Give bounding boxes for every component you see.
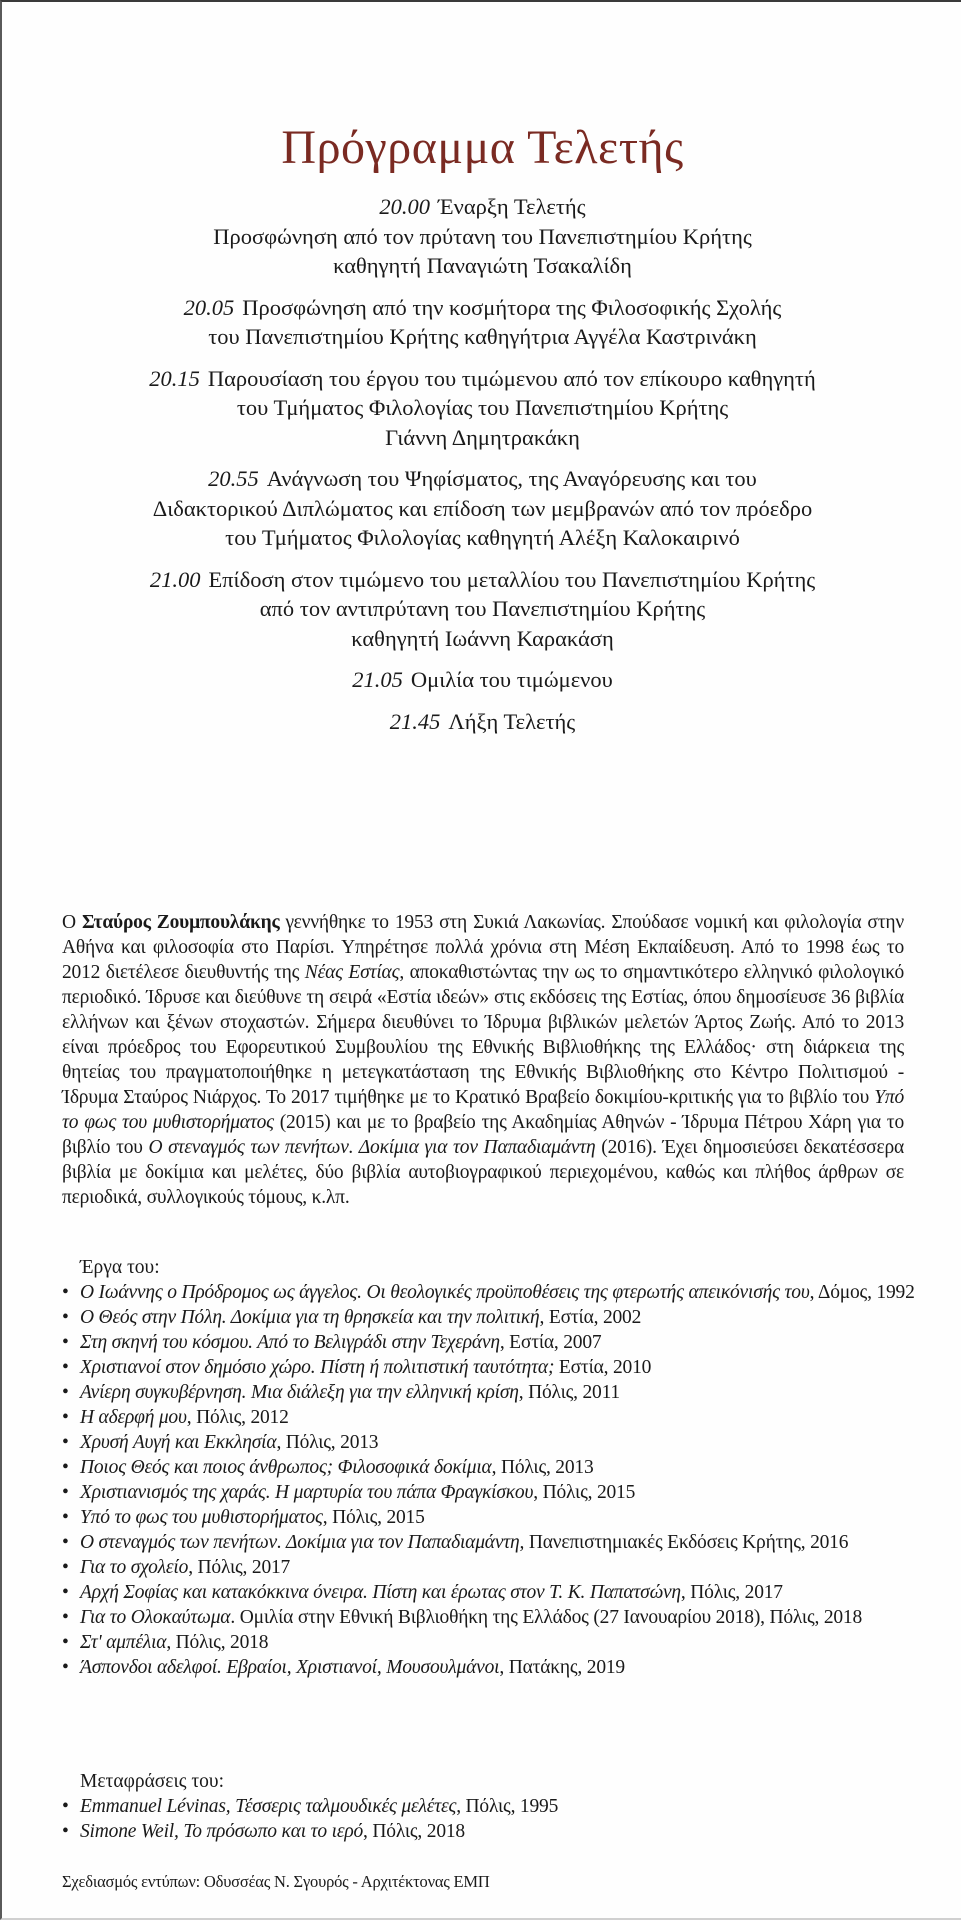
list-item: • Ανίερη συγκυβέρνηση. Μια διάλεξη για την ελληνική κρίση, Πόλις, 2011 [62, 1380, 922, 1405]
list-item: • Simone Weil, Το πρόσωπο και το ιερό, Πόλις, 2018 [62, 1819, 922, 1844]
list-item: • Υπό το φως του μυθιστορήματος, Πόλις, 2015 [62, 1505, 922, 1530]
works-section [62, 1255, 922, 1680]
program-item: 20.05 Προσφώνηση από την κοσμήτορα της Φιλοσοφικής Σχολής του Πανεπιστημίου Κρήτης καθηγήτρια Αγγέλα Καστρινάκη [183, 294, 782, 349]
program-time: 21.00 [149, 566, 201, 592]
program-item: 21.45 Λήξη Τελετής [389, 708, 576, 734]
design-credits: Σχεδιασμός εντύπων: Οδυσσέας Ν. Σγουρός - Αρχιτέκτονας ΕΜΠ [62, 1872, 490, 1891]
program-time: 20.15 [149, 365, 200, 391]
page-title: Πρόγραμμα Τελετής [281, 121, 684, 174]
program-time: 20.05 [183, 294, 235, 320]
program-item: 21.00 Επίδοση στον τιμώμενο του μεταλλίου του Πανεπιστημίου Κρήτης από τον αντιπρύτανη του Πανεπιστημίου Κρήτης καθηγητή Ιωάννη Καρακάση [149, 566, 816, 651]
list-item: • Χρυσή Αυγή και Εκκλησία, Πόλις, 2013 [62, 1430, 922, 1455]
program-item: 20.00 Έναρξη Τελετής Προσφώνηση από τον πρύτανη του Πανεπιστημίου Κρήτης καθηγητή Παναγιώτη Τσακαλίδη [213, 194, 752, 278]
program-time: 21.05 [352, 667, 403, 692]
translations-list [62, 1794, 922, 1844]
list-item: • Για το Ολοκαύτωμα. Ομιλία στην Εθνική Βιβλιοθήκη της Ελλάδος (27 Ιανουαρίου 2018), Πόλις, 2018 [62, 1605, 922, 1630]
works-list [62, 1280, 922, 1680]
list-item: • Ο Ιωάννης ο Πρόδρομος ως άγγελος. Οι θεολογικές προϋποθέσεις της φτερωτής απεικόνισής του, Δόμος, 1992 [62, 1280, 922, 1305]
list-item: • Ο στεναγμός των πενήτων. Δοκίμια για τον Παπαδιαμάντη, Πανεπιστημιακές Εκδόσεις Κρήτης, 2016 [62, 1530, 922, 1555]
program-item: 20.15 Παρουσίαση του έργου του τιμώμενου από τον επίκουρο καθηγητή του Τμήματος Φιλολογίας του Πανεπιστημίου Κρήτης Γιάννη Δημητρακάκη [149, 365, 816, 450]
ceremony-program [2, 192, 961, 748]
list-item: • Χριστιανοί στον δημόσιο χώρο. Πίστη ή πολιτιστική ταυτότητα; Εστία, 2010 [62, 1355, 922, 1380]
list-item: • Άσπονδοι αδελφοί. Εβραίοι, Χριστιανοί, Μουσουλμάνοι, Πατάκης, 2019 [62, 1655, 922, 1680]
program-time: 21.45 [389, 708, 441, 734]
list-item: • Η αδερφή μου, Πόλις, 2012 [62, 1405, 922, 1430]
list-item: • Emmanuel Lévinas, Τέσσερις ταλμουδικές μελέτες, Πόλις, 1995 [62, 1794, 922, 1819]
list-item: • Ποιος Θεός και ποιος άνθρωπος; Φιλοσοφικά δοκίμια, Πόλις, 2013 [62, 1455, 922, 1480]
program-item: 20.55 Ανάγνωση του Ψηφίσματος, της Αναγόρευσης και του Διδακτορικού Διπλώματος και επίδοση των μεμβρανών από τον πρόεδρο του Τμήματος Φιλολογίας καθηγητή Αλέξη Καλοκαιρινό [152, 466, 813, 550]
program-time: 20.00 [379, 194, 431, 219]
program-time: 20.55 [208, 466, 259, 491]
biography-paragraph: Ο Σταύρος Ζουμπουλάκης γεννήθηκε το 1953 στη Συκιά Λακωνίας. Σπούδασε νομική και φιλολογία στην Αθήνα και φιλοσοφία στο Παρίσι. Υπηρέτησε πολλά χρόνια στη Μέση Εκπαίδευση. Από το 1998 έως το 2012 διετέλεσε διευθυντής της Νέας Εστίας, αποκαθιστώντας την ως το σημαντικότερο ελληνικό φιλολογικό περιοδικό. Ίδρυσε και διεύθυνε τη σειρά «Εστία ιδεών» στις εκδόσεις της Εστίας, όπου δημοσίευσε 36 βιβλία ελλήνων και ξένων στοχαστών. Σήμερα διευθύνει το Ίδρυμα βιβλικών μελετών Άρτος Ζωής. Από το 2013 είναι πρόεδρος του Εφορευτικού Συμβουλίου της Εθνικής Βιβλιοθήκης της Ελλάδος· στη διάρκεια της θητείας του πραγματοποιήθηκε η μετεγκατάσταση της Εθνικής Βιβλιοθήκης στο Κέντρο Πολιτισμού - Ίδρυμα Σταύρος Νιάρχος. Το 2017 τιμήθηκε με το Κρατικό Βραβείο δοκιμίου-κριτικής για το βιβλίο του Υπό το φως του μυθιστορήματος (2015) και με το βραβείο της Ακαδημίας Αθηνών - Ίδρυμα Πέτρου Χάρη για το βιβλίο του Ο στεναγμός των πενήτων. Δοκίμια για τον Παπαδιαμάντη (2016). Έχει δημοσιεύσει δεκατέσσερα βιβλία με δοκίμια και μελέτες, δύο βιβλία αυτοβιογραφικού περιεχομένου, καθώς και πλήθος άρθρων σε περιοδικά, συλλογικούς τόμους, κ.λπ. [62, 912, 905, 1208]
list-item: • Για το σχολείο, Πόλις, 2017 [62, 1555, 922, 1580]
program-item: 21.05 Ομιλία του τιμώμενου [352, 667, 613, 692]
translations-heading: Μεταφράσεις του: [80, 1771, 224, 1792]
list-item: • Αρχή Σοφίας και κατακόκκινα όνειρα. Πίστη και έρωτας στον Τ. Κ. Παπατσώνη, Πόλις, 2017 [62, 1580, 922, 1605]
list-item: • Χριστιανισμός της χαράς. Η μαρτυρία του πάπα Φραγκίσκου, Πόλις, 2015 [62, 1480, 922, 1505]
list-item: • Στη σκηνή του κόσμου. Από το Βελιγράδι στην Τεχεράνη, Εστία, 2007 [62, 1330, 922, 1355]
translations-section [62, 1769, 922, 1844]
honoree-name: Σταύρος Ζουμπουλάκης [81, 912, 280, 933]
list-item: • Στ' αμπέλια, Πόλις, 2018 [62, 1630, 922, 1655]
works-heading: Έργα του: [80, 1257, 160, 1278]
list-item: • Ο Θεός στην Πόλη. Δοκίμια για τη θρησκεία και την πολιτική, Εστία, 2002 [62, 1305, 922, 1330]
